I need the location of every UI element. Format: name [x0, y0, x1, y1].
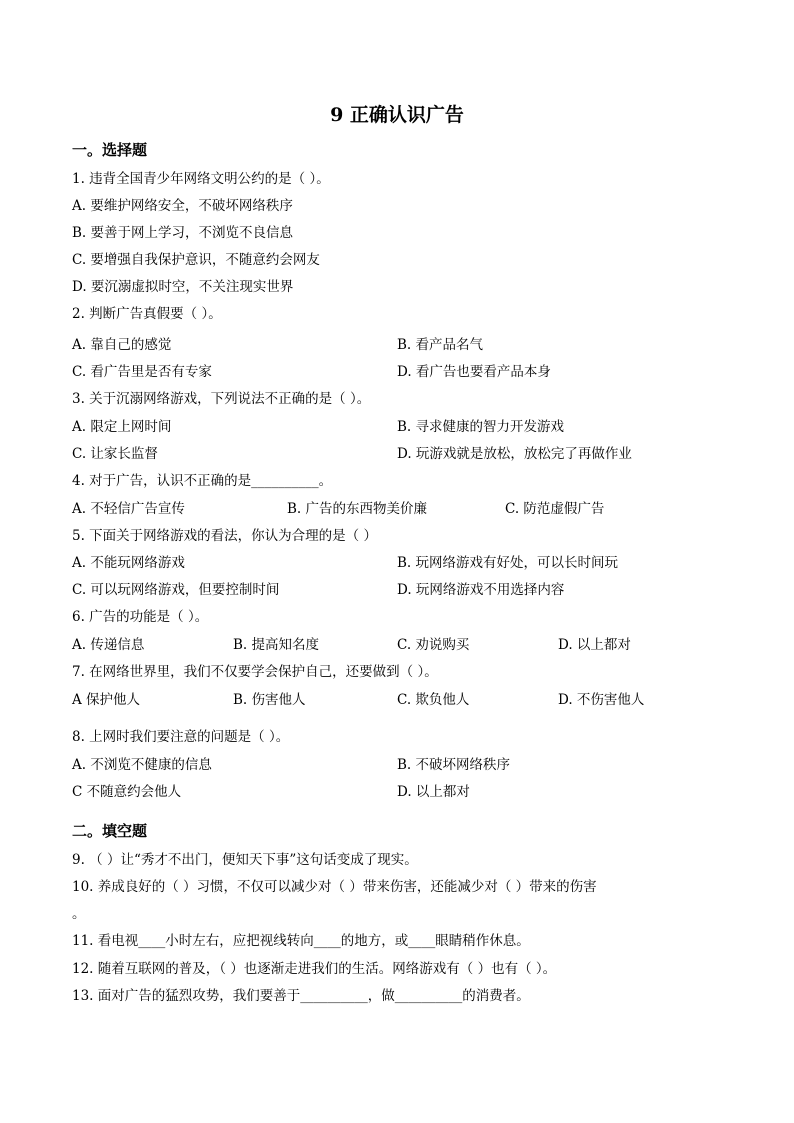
question-3: 3. 关于沉溺网络游戏，下列说法不正确的是（ ）。	[72, 391, 371, 407]
q7-option-a: A 保护他人	[72, 692, 141, 708]
q7-option-b: B. 伤害他人	[233, 692, 306, 708]
q5-option-b: B. 玩网络游戏有好处，可以长时间玩	[397, 555, 619, 571]
q6-option-d: D. 以上都对	[558, 637, 631, 653]
question-12: 12. 随着互联网的普及，（ ）也逐渐走进我们的生活。网络游戏有（ ）也有（ ）。	[72, 961, 557, 977]
q7-option-c: C. 欺负他人	[397, 692, 470, 708]
q7-option-d: D. 不伤害他人	[558, 692, 645, 708]
q8-option-a: A. 不浏览不健康的信息	[72, 757, 212, 773]
section-choice-heading: 一。选择题	[72, 141, 148, 159]
q2-option-d: D. 看广告也要看产品本身	[397, 364, 551, 380]
question-1: 1. 违背全国青少年网络文明公约的是（ ）。	[72, 171, 330, 187]
q8-option-c: C 不随意约会他人	[72, 784, 182, 800]
page-title: 9 正确认识广告	[330, 104, 464, 126]
q3-option-a: A. 限定上网时间	[72, 419, 172, 435]
q4-option-a: A. 不轻信广告宣传	[72, 501, 185, 517]
q8-option-b: B. 不破坏网络秩序	[397, 757, 511, 773]
q6-option-c: C. 劝说购买	[397, 637, 470, 653]
q5-option-d: D. 玩网络游戏不用选择内容	[397, 582, 565, 598]
q3-option-d: D. 玩游戏就是放松，放松完了再做作业	[397, 446, 632, 462]
section-fill-heading: 二。填空题	[72, 822, 148, 840]
q3-option-c: C. 让家长监督	[72, 446, 158, 462]
question-4: 4. 对于广告，认识不正确的是__________。	[72, 473, 333, 489]
question-5: 5. 下面关于网络游戏的看法，你认为合理的是（ ）	[72, 528, 377, 544]
q1-option-b: B. 要善于网上学习，不浏览不良信息	[72, 225, 294, 241]
q3-option-b: B. 寻求健康的智力开发游戏	[397, 419, 565, 435]
question-11: 11. 看电视____小时左右，应把视线转向____的地方，或____眼睛稍作休息。	[72, 933, 530, 949]
question-2: 2. 判断广告真假要（ ）。	[72, 306, 222, 322]
q2-option-a: A. 靠自己的感觉	[72, 337, 172, 353]
q5-option-a: A. 不能玩网络游戏	[72, 555, 185, 571]
question-13: 13. 面对广告的猛烈攻势，我们要善于__________，做__________的消费者。	[72, 988, 530, 1004]
q2-option-b: B. 看产品名气	[397, 337, 484, 353]
q1-option-d: D. 要沉溺虚拟时空，不关注现实世界	[72, 279, 294, 295]
question-6: 6. 广告的功能是（ ）。	[72, 609, 209, 625]
q2-option-c: C. 看广告里是否有专家	[72, 364, 212, 380]
q6-option-b: B. 提高知名度	[233, 637, 320, 653]
question-8: 8. 上网时我们要注意的问题是（ ）。	[72, 729, 290, 745]
question-10: 10. 养成良好的（ ）习惯，不仅可以减少对（ ）带来伤害，还能减少对（ ）带来的伤害	[72, 879, 597, 895]
q1-option-c: C. 要增强自我保护意识，不随意约会网友	[72, 252, 320, 268]
q4-option-c: C. 防范虚假广告	[505, 501, 605, 517]
q4-option-b: B. 广告的东西物美价廉	[287, 501, 428, 517]
q8-option-d: D. 以上都对	[397, 784, 470, 800]
q6-option-a: A. 传递信息	[72, 637, 145, 653]
question-7: 7. 在网络世界里，我们不仅要学会保护自己，还要做到（ ）。	[72, 664, 438, 680]
q5-option-c: C. 可以玩网络游戏，但要控制时间	[72, 582, 280, 598]
question-10-continuation: 。	[72, 906, 86, 922]
question-9: 9. （ ）让“秀才不出门，便知天下事”这句话变成了现实。	[72, 852, 418, 868]
q1-option-a: A. 要维护网络安全，不破坏网络秩序	[72, 198, 293, 214]
